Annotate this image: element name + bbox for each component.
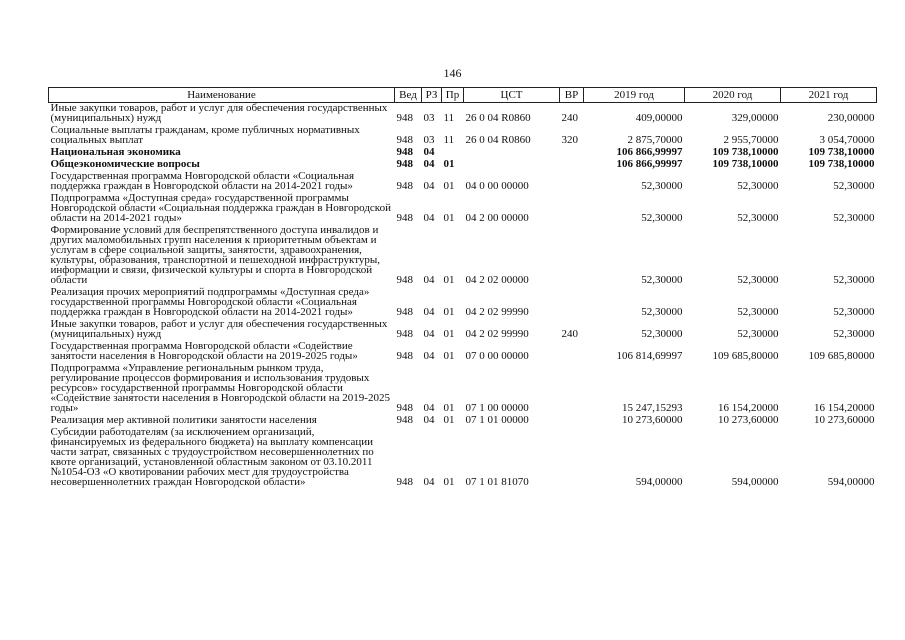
cell-ved: 948 xyxy=(396,274,413,286)
table-header xyxy=(49,88,877,103)
cell-name: Реализация прочих мероприятий подпрограммы «Доступная среда» государственной программы Новгородской области «Социальная поддержка граждан в Новгородской области на 2014-2021 годы» xyxy=(50,286,370,318)
cell-2021: 594,00000 xyxy=(827,476,875,488)
cell-rz: 04 xyxy=(423,274,435,286)
cell-rz: 03 xyxy=(423,112,435,124)
cell-pr: 11 xyxy=(443,134,455,146)
cell-pr: 01 xyxy=(443,328,455,340)
cell-ved: 948 xyxy=(396,180,413,192)
cell-name: Национальная экономика xyxy=(50,146,181,158)
cell-cst: 07 1 00 00000 xyxy=(465,402,529,414)
cell-rz: 04 xyxy=(423,146,435,158)
cell-rz: 04 xyxy=(423,212,435,224)
cell-2019: 52,30000 xyxy=(641,180,683,192)
cell-cst: 04 2 02 99990 xyxy=(465,306,529,318)
cell-vr xyxy=(560,427,584,489)
header-2020: 2020 год xyxy=(685,88,781,103)
budget-table xyxy=(48,87,877,489)
cell-2020: 2 955,70000 xyxy=(723,134,779,146)
cell-name: Формирование условий для беспрепятственного доступа инвалидов и других маломобильных групп населения к приоритетным объектам и услугам в сфере социальной защиты, занятости, здравоохранения, культуры, образования, транспортной и пешеходной инфраструктуры, информации и связи, физической культуры и спорта в Новгородской области xyxy=(50,224,380,286)
table-row xyxy=(49,103,877,126)
cell-2020: 52,30000 xyxy=(737,328,779,340)
cell-cst xyxy=(464,147,560,159)
cell-vr xyxy=(560,171,584,193)
cell-rz: 04 xyxy=(423,402,435,414)
cell-pr: 01 xyxy=(443,180,455,192)
cell-rz: 04 xyxy=(423,350,435,362)
cell-rz: 04 xyxy=(423,476,435,488)
table-row xyxy=(49,171,877,193)
cell-ved: 948 xyxy=(396,112,413,124)
table-row xyxy=(49,341,877,363)
cell-2019: 15 247,15293 xyxy=(622,402,683,414)
cell-2021: 109 738,10000 xyxy=(808,146,875,158)
cell-2021: 52,30000 xyxy=(833,328,875,340)
cell-2020: 109 685,80000 xyxy=(712,350,779,362)
table-row xyxy=(49,225,877,287)
header-pr: Пр xyxy=(442,88,464,103)
cell-vr xyxy=(560,147,584,159)
table-body xyxy=(49,103,877,490)
header-2019: 2019 год xyxy=(584,88,685,103)
cell-vr xyxy=(560,341,584,363)
cell-vr xyxy=(560,159,584,171)
cell-rz: 04 xyxy=(423,306,435,318)
cell-2021: 52,30000 xyxy=(833,212,875,224)
cell-2019: 594,00000 xyxy=(635,476,683,488)
cell-name: Подпрограмма «Доступная среда» государственной программы Новгородской области «Социальная поддержка граждан в Новгородской области на 2014-2021 годы» xyxy=(50,192,391,224)
cell-pr: 01 xyxy=(443,476,455,488)
cell-name: Реализация мер активной политики занятости населения xyxy=(50,414,317,426)
cell-ved: 948 xyxy=(396,146,413,158)
cell-name: Иные закупки товаров, работ и услуг для обеспечения государственных (муниципальных) нужд xyxy=(50,102,388,124)
cell-cst: 26 0 04 R0860 xyxy=(465,112,531,124)
cell-pr: 01 xyxy=(443,306,455,318)
cell-2019: 106 814,69997 xyxy=(616,350,683,362)
cell-vr: 320 xyxy=(561,134,578,146)
cell-pr: 01 xyxy=(443,274,455,286)
cell-pr: 01 xyxy=(443,414,455,426)
cell-2020: 109 738,10000 xyxy=(712,158,779,170)
cell-2021: 52,30000 xyxy=(833,306,875,318)
cell-cst: 04 2 00 00000 xyxy=(465,212,529,224)
cell-2021: 10 273,60000 xyxy=(814,414,875,426)
cell-cst: 07 0 00 00000 xyxy=(465,350,529,362)
cell-cst: 07 1 01 00000 xyxy=(465,414,529,426)
cell-2021: 230,00000 xyxy=(827,112,875,124)
cell-ved: 948 xyxy=(396,476,413,488)
cell-2020: 594,00000 xyxy=(731,476,779,488)
cell-2021: 3 054,70000 xyxy=(819,134,875,146)
cell-rz: 04 xyxy=(423,158,435,170)
cell-2021: 16 154,20000 xyxy=(814,402,875,414)
cell-2020: 52,30000 xyxy=(737,212,779,224)
cell-2020: 109 738,10000 xyxy=(712,146,779,158)
cell-2020: 52,30000 xyxy=(737,180,779,192)
cell-vr xyxy=(560,287,584,319)
table-row xyxy=(49,125,877,147)
cell-cst: 26 0 04 R0860 xyxy=(465,134,531,146)
cell-vr xyxy=(560,193,584,225)
cell-rz: 04 xyxy=(423,180,435,192)
cell-vr xyxy=(560,225,584,287)
cell-2020: 52,30000 xyxy=(737,306,779,318)
cell-cst: 04 0 00 00000 xyxy=(465,180,529,192)
cell-ved: 948 xyxy=(396,158,413,170)
header-cst: ЦСТ xyxy=(464,88,560,103)
cell-ved: 948 xyxy=(396,328,413,340)
cell-2019: 106 866,99997 xyxy=(616,146,683,158)
cell-vr: 240 xyxy=(561,328,578,340)
cell-pr: 01 xyxy=(443,158,455,170)
cell-name: Государственная программа Новгородской области «Социальная поддержка граждан в Новгородской области на 2014-2021 годы» xyxy=(50,170,355,192)
cell-ved: 948 xyxy=(396,134,413,146)
cell-2021: 52,30000 xyxy=(833,180,875,192)
cell-ved: 948 xyxy=(396,212,413,224)
cell-pr: 01 xyxy=(443,402,455,414)
cell-vr: 240 xyxy=(561,112,578,124)
table-row xyxy=(49,427,877,489)
cell-2021: 109 685,80000 xyxy=(808,350,875,362)
table-row xyxy=(49,363,877,415)
table-row xyxy=(49,319,877,341)
cell-2019: 10 273,60000 xyxy=(622,414,683,426)
header-vr: ВР xyxy=(560,88,584,103)
cell-vr xyxy=(560,363,584,415)
cell-2019: 409,00000 xyxy=(635,112,683,124)
cell-pr: 01 xyxy=(443,212,455,224)
cell-name: Иные закупки товаров, работ и услуг для обеспечения государственных (муниципальных) нужд xyxy=(50,318,388,340)
cell-name: Подпрограмма «Управление региональным рынком труда, регулирование процессов формирования и использования трудовых ресурсов» государственной программы Новгородской области «Содействие занятости населения в Новгородской области на 2019-2025 годы» xyxy=(50,362,390,414)
header-rz: РЗ xyxy=(422,88,442,103)
cell-name: Общеэкономические вопросы xyxy=(50,158,200,170)
cell-rz: 04 xyxy=(423,328,435,340)
cell-name: Социальные выплаты гражданам, кроме публичных нормативных социальных выплат xyxy=(50,124,360,146)
cell-2021: 109 738,10000 xyxy=(808,158,875,170)
table-row xyxy=(49,287,877,319)
cell-vr xyxy=(560,415,584,427)
cell-ved: 948 xyxy=(396,402,413,414)
cell-2020: 52,30000 xyxy=(737,274,779,286)
header-ved: Вед xyxy=(395,88,422,103)
cell-cst xyxy=(464,159,560,171)
cell-rz: 04 xyxy=(423,414,435,426)
cell-2020: 16 154,20000 xyxy=(718,402,779,414)
cell-rz: 03 xyxy=(423,134,435,146)
cell-pr: 11 xyxy=(443,112,455,124)
cell-2019: 52,30000 xyxy=(641,306,683,318)
header-name: Наименование xyxy=(49,88,395,103)
cell-cst: 04 2 02 00000 xyxy=(465,274,529,286)
cell-cst: 04 2 02 99990 xyxy=(465,328,529,340)
cell-2019: 106 866,99997 xyxy=(616,158,683,170)
table-row xyxy=(49,193,877,225)
cell-ved: 948 xyxy=(396,306,413,318)
cell-2019: 2 875,70000 xyxy=(627,134,683,146)
cell-pr: 01 xyxy=(443,350,455,362)
cell-name: Государственная программа Новгородской области «Содействие занятости населения в Новгородской области на 2019-2025 годы» xyxy=(50,340,358,362)
cell-name: Субсидии работодателям (за исключением организаций, финансируемых из федерального бюджета) на выплату компенсации части затрат, связанных с трудоустройством несовершеннолетних по квоте организаций, установленной областным законом от 03.10.2011 №1054-ОЗ «О квотировании рабочих мест для трудоустройства несовершеннолетних граждан Новгородской области» xyxy=(50,426,374,488)
cell-2019: 52,30000 xyxy=(641,274,683,286)
page-number: 146 xyxy=(443,66,462,80)
header-2021: 2021 год xyxy=(781,88,877,103)
cell-2019: 52,30000 xyxy=(641,328,683,340)
cell-cst: 07 1 01 81070 xyxy=(465,476,529,488)
cell-2021: 52,30000 xyxy=(833,274,875,286)
cell-ved: 948 xyxy=(396,350,413,362)
cell-ved: 948 xyxy=(396,414,413,426)
cell-2020: 10 273,60000 xyxy=(718,414,779,426)
cell-2020: 329,00000 xyxy=(731,112,779,124)
cell-2019: 52,30000 xyxy=(641,212,683,224)
